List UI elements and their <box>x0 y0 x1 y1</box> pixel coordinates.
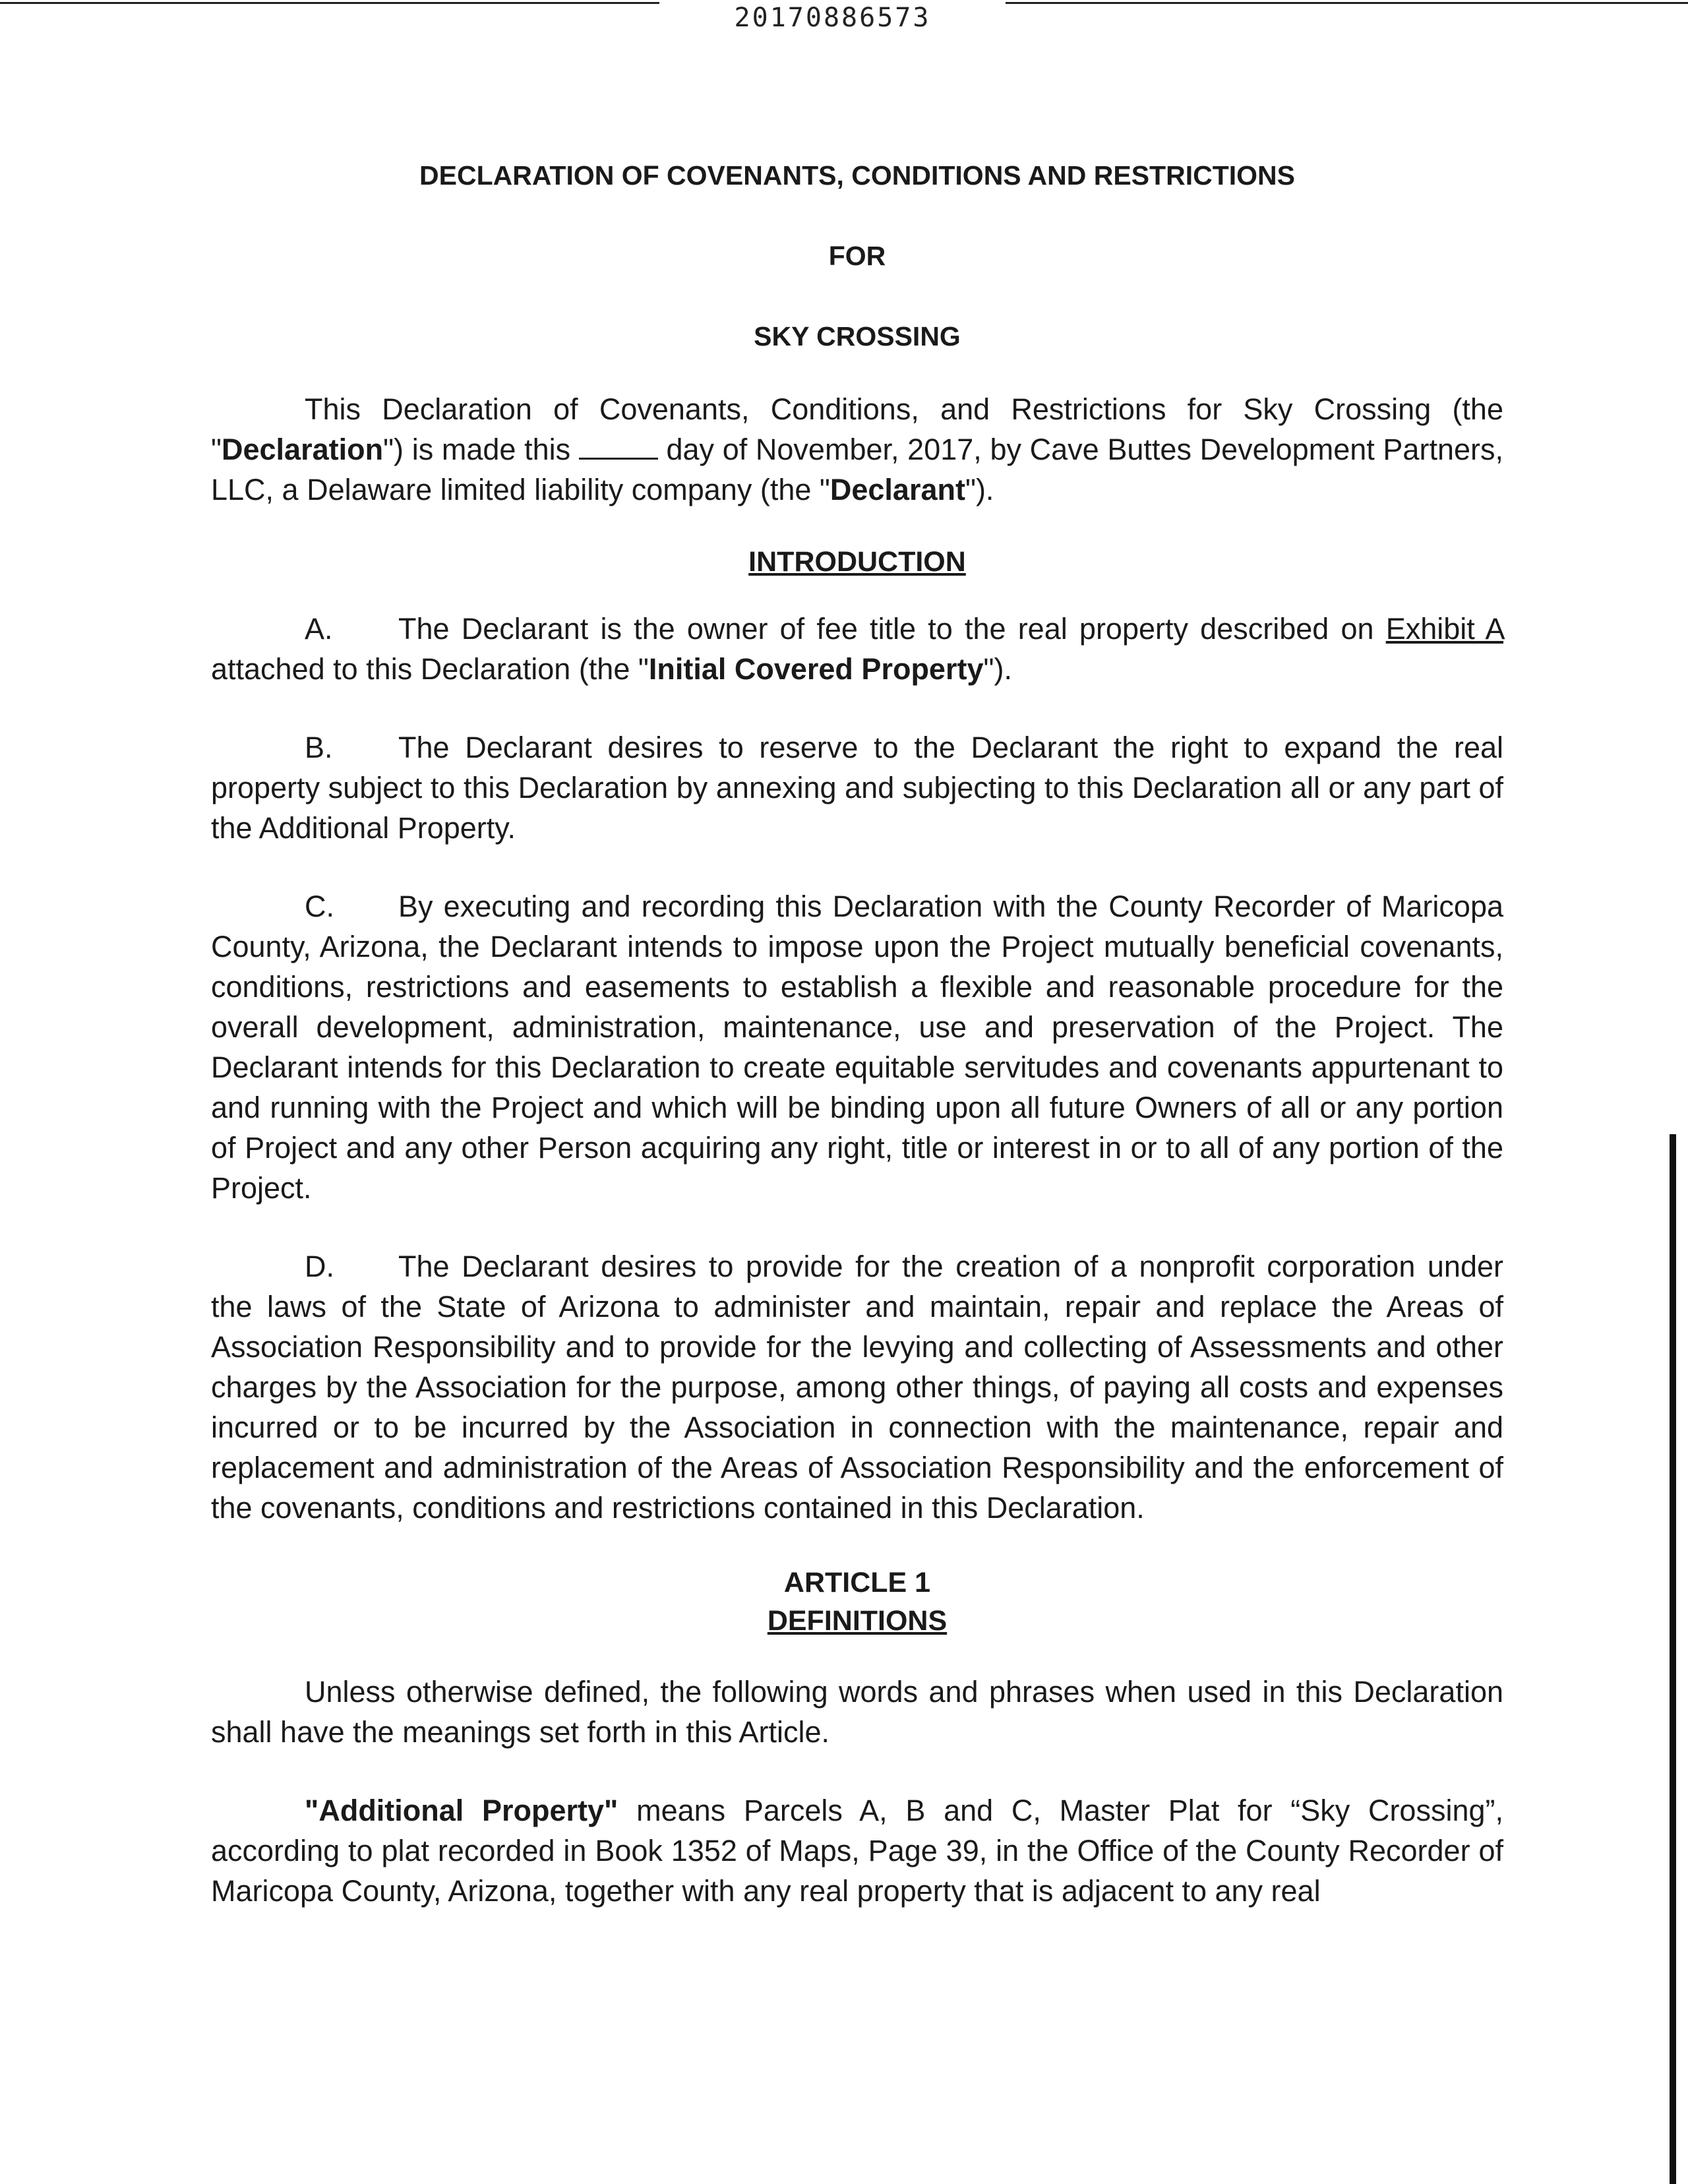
preamble-text-1: This Declaration of Covenants, Conditions, and Restrictions for Sky Crossing (the " <box>211 392 1503 466</box>
header-rule-right <box>1006 2 1688 4</box>
term-initial-covered-property: Initial Covered Property <box>648 652 984 686</box>
recital-a <box>211 609 1503 689</box>
preamble-text-4: "). <box>965 473 994 506</box>
term-additional-property: "Additional Property" <box>305 1794 618 1827</box>
article-heading: DEFINITIONS <box>767 1605 948 1637</box>
recital-c <box>211 886 1503 1208</box>
title-for: FOR <box>828 241 886 271</box>
date-blank-line <box>579 434 658 460</box>
term-declarant: Declarant <box>829 473 965 506</box>
scan-edge-mark <box>1670 1134 1676 2184</box>
recital-a-label: A. <box>305 612 333 646</box>
recording-header <box>0 0 1688 40</box>
recital-a-text-3: "). <box>983 652 1012 686</box>
recording-number: 20170886573 <box>734 3 931 33</box>
recital-b-text: The Declarant desires to reserve to the Declarant the right to expand the real property subject to this Declaration by annexing and subjecting to this Declaration all or any part of the Additional Property. <box>211 731 1503 845</box>
recital-c-text: By executing and recording this Declaration with the County Recorder of Maricopa County, Arizona, the Declarant intends to impose upon the Project mutually beneficial covenants, conditions, restrictions and easements to establish a flexible and reasonable procedure for the overall development, administration, maintenance, use and preservation of the Project. The Declarant intends for this Declaration to create equitable servitudes and covenants appurtenant to and running with the Project and which will be binding upon all future Owners of all or any portion of Project and any other Person acquiring any right, title or interest in or to all of any portion of the Project. <box>211 890 1503 1205</box>
term-declaration: Declaration <box>221 433 384 466</box>
document-title: DECLARATION OF COVENANTS, CONDITIONS AND RESTRICTIONS <box>419 160 1295 191</box>
definition-additional-property <box>211 1790 1503 1911</box>
preamble-paragraph <box>211 389 1503 510</box>
recital-d <box>211 1246 1503 1528</box>
recital-d-text: The Declarant desires to provide for the creation of a nonprofit corporation under the laws of the State of Arizona to administer and maintain, repair and replace the Areas of Association Responsibility and to provide for the levying and collecting of Assessments and other charges by the Association for the purpose, among other things, of paying all costs and expenses incurred or to be incurred by the Association in connection with the maintenance, repair and replacement and administration of the Areas of Association Responsibility and the enforcement of the covenants, conditions and restrictions contained in this Declaration. <box>211 1250 1503 1525</box>
document-body <box>211 158 1503 1911</box>
recital-b-label: B. <box>305 731 333 764</box>
preamble-text-2: ") is made this <box>383 433 579 466</box>
project-name: SKY CROSSING <box>754 321 961 351</box>
header-rule-left <box>0 2 659 4</box>
article-number: ARTICLE 1 <box>783 1567 931 1598</box>
definition-additional-property-text: means Parcels A, B and C, Master Plat for “Sky Crossing”, according to plat recorded in Book 1352 of Maps, Page 39, in the Office of the County Recorder of Maricopa County, Arizona, together with any real property that is adjacent to any real <box>211 1794 1504 1908</box>
recital-a-text-2: attached to this Declaration (the " <box>211 652 649 686</box>
recital-a-text-1: The Declarant is the owner of fee title to the real property described on <box>398 612 1386 646</box>
exhibit-a-reference: Exhibit A <box>1385 612 1503 646</box>
preamble-text-3: day of November, 2017, by Cave Buttes Development Partners, LLC, a Delaware limited liability company (the " <box>211 433 1503 506</box>
recital-c-label: C. <box>305 890 334 923</box>
recital-b <box>211 727 1503 848</box>
recital-d-label: D. <box>305 1250 334 1283</box>
introduction-heading: INTRODUCTION <box>748 546 966 578</box>
definitions-intro: Unless otherwise defined, the following words and phrases when used in this Declaration shall have the meanings set forth in this Article. <box>211 1675 1503 1749</box>
